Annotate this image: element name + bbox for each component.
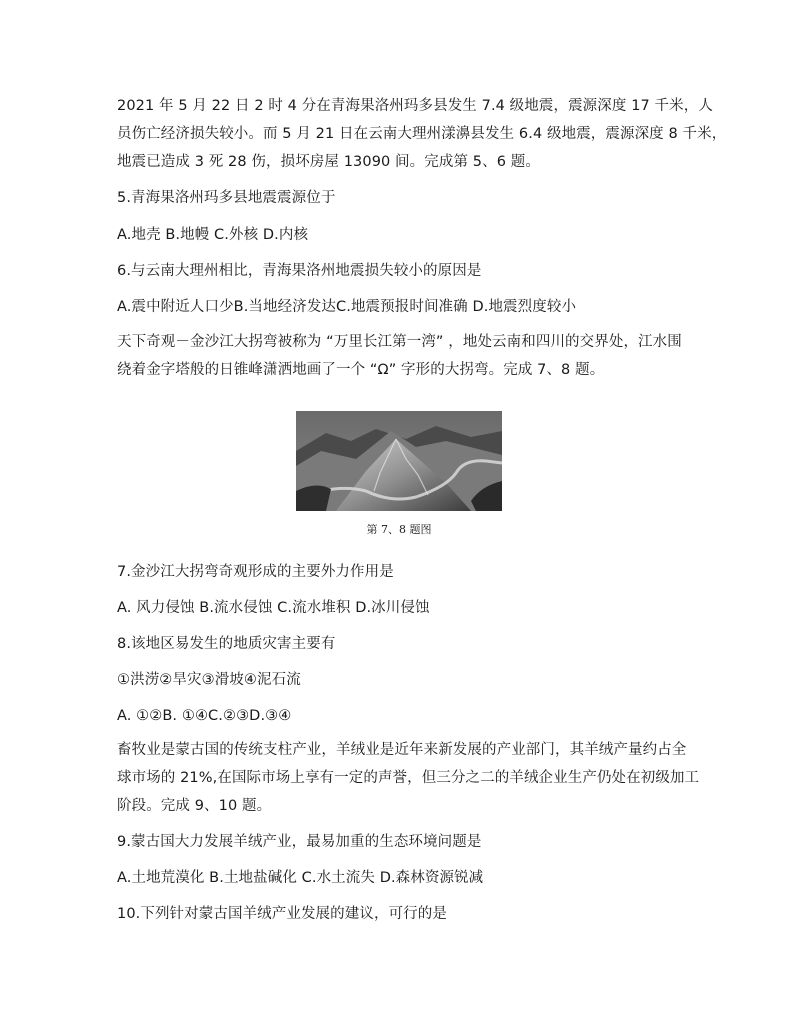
question-8: 8.该地区易发生的地质灾害主要有 (117, 636, 336, 652)
intro-paragraph-3-line-3: 阶段。完成 9、10 题。 (117, 798, 272, 814)
figure-caption: 第 7、8 题图 (366, 523, 432, 536)
intro-paragraph-1-line-1: 2021 年 5 月 22 日 2 时 4 分在青海果洛州玛多县发生 7.4 级地震，震源深度 17 千米，人 (117, 98, 713, 114)
question-9-options: A.土地荒漠化 B.土地盐碱化 C.水土流失 D.森林资源锐减 (117, 870, 484, 886)
intro-paragraph-1-line-3: 地震已造成 3 死 28 伤，损坏房屋 13090 间。完成第 5、6 题。 (117, 154, 540, 170)
question-7: 7.金沙江大拐弯奇观形成的主要外力作用是 (117, 564, 394, 580)
intro-paragraph-3-line-1: 畜牧业是蒙古国的传统支柱产业，羊绒业是近年来新发展的产业部门，其羊绒产量约占全 (117, 742, 687, 758)
question-8-statements: ①洪涝②旱灾③滑坡④泥石流 (117, 672, 301, 688)
river-bend-photo (296, 411, 502, 511)
intro-paragraph-1-line-2: 员伤亡经济损失较小。而 5 月 21 日在云南大理州漾濞县发生 6.4 级地震，震源深度 8 千米， (117, 126, 727, 142)
question-7-options: A. 风力侵蚀 B.流水侵蚀 C.流水堆积 D.冰川侵蚀 (117, 600, 430, 616)
intro-paragraph-2-line-2: 绕着金字塔般的日锥峰潇洒地画了一个 “Ω” 字形的大拐弯。完成 7、8 题。 (117, 362, 605, 378)
intro-paragraph-3-line-2: 球市场的 21%,在国际市场上享有一定的声誉，但三分之二的羊绒企业生产仍处在初级加工 (117, 770, 700, 786)
question-5: 5.青海果洛州玛多县地震震源位于 (117, 190, 336, 206)
question-6-options: A.震中附近人口少B.当地经济发达C.地震预报时间准确 D.地震烈度较小 (117, 299, 577, 315)
question-9: 9.蒙古国大力发展羊绒产业，最易加重的生态环境问题是 (117, 834, 482, 850)
question-10: 10.下列针对蒙古国羊绒产业发展的建议，可行的是 (117, 906, 447, 922)
question-5-options: A.地壳 B.地幔 C.外核 D.内核 (117, 227, 309, 243)
intro-paragraph-2-line-1: 天下奇观－金沙江大拐弯被称为 “万里长江第一湾” ，地处云南和四川的交界处，江水围 (117, 334, 682, 350)
question-6: 6.与云南大理州相比，青海果洛州地震损失较小的原因是 (117, 263, 482, 279)
question-8-options: A. ①②B. ①④C.②③D.③④ (117, 708, 292, 724)
